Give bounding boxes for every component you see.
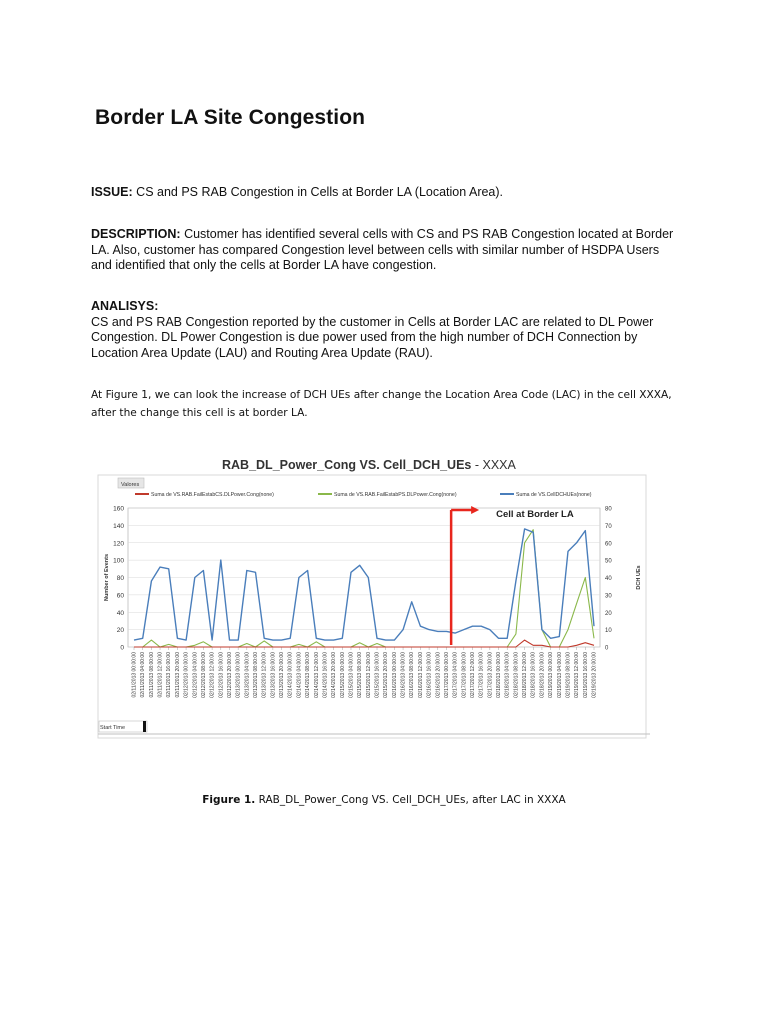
description-paragraph (91, 227, 681, 274)
y-left-tick-6: 120 (113, 540, 124, 548)
annotation-label: Cell at Border LA (496, 509, 574, 520)
x-tick-label-44: 02/18/2013 08:00:00 (513, 652, 520, 698)
x-tick-label-36: 02/17/2013 00:00:00 (443, 652, 450, 698)
y-left-tick-8: 160 (113, 505, 124, 513)
x-tick-label-46: 02/18/2013 16:00:00 (530, 652, 537, 698)
x-tick-label-39: 02/17/2013 12:00:00 (469, 652, 476, 698)
issue-paragraph (91, 185, 681, 201)
x-tick-label-37: 02/17/2013 04:00:00 (452, 652, 459, 698)
x-tick-label-0: 02/11/2013 00:00:00 (131, 652, 138, 698)
x-tick-label-7: 02/12/2013 04:00:00 (192, 652, 199, 698)
x-tick-label-9: 02/12/2013 12:00:00 (209, 652, 216, 698)
y-left-tick-0: 0 (120, 644, 124, 652)
description-text: Customer has identified several cells with CS and PS RAB Congestion located at Border LA. Also, customer has compared Congestion level between cells with similar number of HSDPA Users and identified that only the cells at Border LA have congestion. (91, 227, 674, 272)
x-tick-label-35: 02/16/2013 20:00:00 (435, 652, 442, 698)
x-tick-label-23: 02/14/2013 20:00:00 (331, 652, 338, 698)
chart-svg (95, 448, 655, 748)
figure-1-chart (95, 448, 655, 748)
y-right-tick-3: 30 (605, 593, 612, 600)
x-tick-label-33: 02/16/2013 12:00:00 (417, 652, 424, 698)
x-tick-label-15: 02/13/2013 12:00:00 (261, 652, 268, 698)
legend-label-2: Suma de VS.CellDCHUEs(none) (516, 492, 592, 498)
figure-caption (0, 794, 768, 806)
x-tick-label-14: 02/13/2013 08:00:00 (253, 652, 260, 698)
x-tick-label-52: 02/19/2013 16:00:00 (582, 652, 589, 698)
x-tick-label-48: 02/19/2013 00:00:00 (548, 652, 555, 698)
y-right-tick-6: 60 (605, 541, 612, 548)
x-tick-label-31: 02/16/2013 04:00:00 (400, 652, 407, 698)
chart-title-main: RAB_DL_Power_Cong VS. Cell_DCH_UEs (222, 458, 472, 472)
x-tick-label-38: 02/17/2013 08:00:00 (461, 652, 468, 698)
caption-text: RAB_DL_Power_Cong VS. Cell_DCH_UEs, after LAC in XXXA (255, 793, 566, 806)
description-label: DESCRIPTION: (91, 227, 181, 241)
x-tick-label-47: 02/18/2013 20:00:00 (539, 652, 546, 698)
y-left-axis-title: Number of Events (104, 553, 110, 602)
x-tick-label-41: 02/17/2013 20:00:00 (487, 652, 494, 698)
x-tick-label-17: 02/13/2013 20:00:00 (279, 652, 286, 698)
y-left-tick-1: 20 (116, 627, 124, 635)
x-tick-label-12: 02/13/2013 00:00:00 (235, 652, 242, 698)
x-tick-label-20: 02/14/2013 08:00:00 (305, 652, 312, 698)
legend-label-0: Suma de VS.RAB.FailEstabCS.DLPower.Cong(none) (151, 492, 274, 498)
x-tick-label-8: 02/12/2013 08:00:00 (200, 652, 207, 698)
x-tick-label-2: 02/11/2013 08:00:00 (148, 652, 155, 698)
y-left-tick-2: 40 (116, 609, 124, 617)
x-tick-label-32: 02/16/2013 08:00:00 (409, 652, 416, 698)
y-right-tick-1: 10 (605, 628, 612, 635)
x-tick-label-43: 02/18/2013 04:00:00 (504, 652, 511, 698)
bottom-field-handle (143, 721, 146, 732)
bottom-field-label: Start Time (100, 725, 126, 731)
x-tick-label-6: 02/12/2013 00:00:00 (183, 652, 190, 698)
issue-text: CS and PS RAB Congestion in Cells at Border LA (Location Area). (132, 185, 504, 199)
x-tick-label-28: 02/15/2013 16:00:00 (374, 652, 381, 698)
issue-label: ISSUE: (91, 185, 133, 199)
analysis-text: CS and PS RAB Congestion reported by the customer in Cells at Border LAC are related to DL Power Congestion. DL Power Congestion is due power used from the high number of DCH Connection by Location Area Update (LAU) and Routing Area Update (RAU). (91, 314, 654, 360)
x-tick-label-4: 02/11/2013 16:00:00 (166, 652, 173, 698)
y-right-tick-8: 80 (605, 506, 612, 513)
y-right-tick-7: 70 (605, 523, 612, 530)
y-right-tick-5: 50 (605, 558, 612, 565)
y-right-tick-2: 20 (605, 610, 612, 617)
y-right-tick-0: 0 (605, 645, 609, 652)
x-tick-label-10: 02/12/2013 16:00:00 (218, 652, 225, 698)
x-tick-label-11: 02/12/2013 20:00:00 (226, 652, 233, 698)
x-tick-label-27: 02/15/2013 12:00:00 (365, 652, 372, 698)
x-tick-label-40: 02/17/2013 16:00:00 (478, 652, 485, 698)
x-tick-label-50: 02/19/2013 08:00:00 (565, 652, 572, 698)
chart-title-suffix: - XXXA (471, 458, 516, 472)
analysis-paragraph (91, 299, 681, 361)
chart-title (222, 458, 516, 472)
x-tick-label-18: 02/14/2013 00:00:00 (287, 652, 294, 698)
x-tick-label-24: 02/15/2013 00:00:00 (339, 652, 346, 698)
y-right-tick-4: 40 (605, 576, 612, 582)
x-tick-label-19: 02/14/2013 04:00:00 (296, 652, 303, 698)
y-left-tick-7: 140 (113, 522, 124, 530)
y-left-tick-5: 100 (113, 557, 124, 565)
field-button-label: Valores (121, 482, 140, 488)
x-tick-label-21: 02/14/2013 12:00:00 (313, 652, 320, 698)
x-tick-label-13: 02/13/2013 04:00:00 (244, 652, 251, 698)
x-tick-label-34: 02/16/2013 16:00:00 (426, 652, 433, 698)
x-tick-label-16: 02/13/2013 16:00:00 (270, 652, 277, 698)
x-tick-label-1: 02/11/2013 04:00:00 (140, 652, 147, 698)
x-tick-label-25: 02/15/2013 04:00:00 (348, 652, 355, 698)
x-tick-label-49: 02/19/2013 04:00:00 (556, 652, 563, 698)
x-tick-label-26: 02/15/2013 08:00:00 (357, 652, 364, 698)
x-tick-label-22: 02/14/2013 16:00:00 (322, 652, 329, 698)
x-tick-label-30: 02/16/2013 00:00:00 (391, 652, 398, 698)
x-tick-label-45: 02/18/2013 12:00:00 (522, 652, 529, 698)
x-tick-label-51: 02/19/2013 12:00:00 (574, 652, 581, 698)
caption-label: Figure 1. (202, 793, 256, 806)
x-tick-label-5: 02/11/2013 20:00:00 (174, 652, 181, 698)
legend-label-1: Suma de VS.RAB.FailEstabPS.DLPower.Cong(none) (334, 492, 457, 498)
analysis-label: ANALISYS: (91, 299, 159, 313)
figure-intro-text: At Figure 1, we can look the increase of DCH UEs after change the Location Area Code (LAC) in the cell XXXA, after the change this cell is at border LA. (91, 389, 672, 419)
y-left-tick-3: 60 (116, 592, 124, 600)
x-tick-label-3: 02/11/2013 12:00:00 (157, 652, 164, 698)
x-tick-label-42: 02/18/2013 00:00:00 (496, 652, 503, 698)
y-right-axis-title: DCH UEs (636, 565, 642, 590)
x-tick-label-53: 02/19/2013 20:00:00 (591, 652, 598, 698)
x-tick-label-29: 02/15/2013 20:00:00 (383, 652, 390, 698)
page-title: Border LA Site Congestion (95, 106, 366, 129)
y-left-tick-4: 80 (116, 575, 124, 582)
